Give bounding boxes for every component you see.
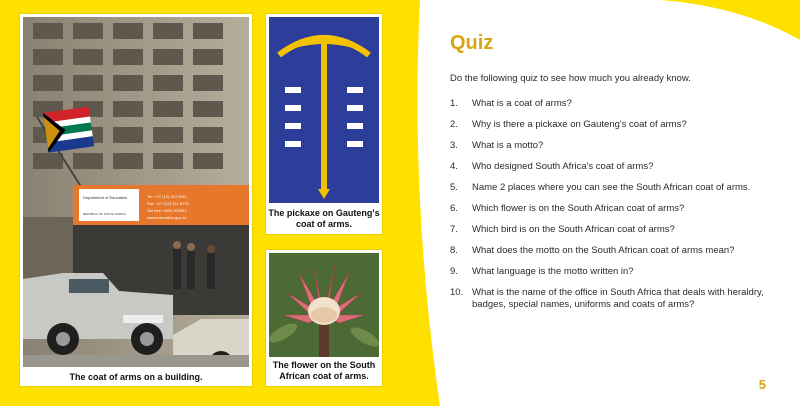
question-text: What language is the motto written in? xyxy=(472,266,634,277)
question-item xyxy=(450,245,800,257)
question-number: 3. xyxy=(450,140,458,151)
question-number: 4. xyxy=(450,161,458,172)
question-number: 7. xyxy=(450,224,458,235)
quiz-intro: Do the following quiz to see how much you already know. xyxy=(450,73,691,84)
question-text: What is a coat of arms? xyxy=(472,98,572,109)
question-number: 9. xyxy=(450,266,458,277)
protea-caption: The flower on the South African coat of arms. xyxy=(272,360,376,381)
sign-web: www.education.gov.za xyxy=(147,215,187,220)
question-text: Which bird is on the South African coat of arms? xyxy=(472,224,675,235)
pickaxe-caption: The pickaxe on Gauteng's coat of arms. xyxy=(268,208,380,229)
building-photo-frame xyxy=(20,14,252,386)
sign-department: Department of Education xyxy=(83,195,128,200)
question-text: Who designed South Africa's coat of arms? xyxy=(472,161,654,172)
question-item xyxy=(450,203,800,215)
question-item xyxy=(450,182,772,194)
sign-tollfree: Toll free: 0800 202933 xyxy=(147,208,187,213)
sign-fax: Fax: +27 (12) 321 6770 xyxy=(147,201,189,206)
question-item xyxy=(450,98,800,110)
quiz-title: Quiz xyxy=(450,32,494,54)
sign-tel: Tel: +27 (12) 312 5911 xyxy=(147,194,187,199)
pickaxe-icon xyxy=(269,17,379,203)
right-page xyxy=(400,0,800,406)
question-number: 10. xyxy=(450,287,464,298)
pickaxe-photo-frame xyxy=(266,14,382,234)
question-item xyxy=(450,119,800,131)
south-african-flag xyxy=(43,107,94,153)
page-number: 5 xyxy=(758,377,766,392)
question-number: 8. xyxy=(450,245,458,256)
question-item xyxy=(450,140,800,152)
question-item xyxy=(450,224,800,236)
question-text: Which flower is on the South African coat of arms? xyxy=(472,203,685,214)
question-number: 6. xyxy=(450,203,458,214)
protea-photo xyxy=(269,253,379,357)
pickaxe-photo xyxy=(269,17,379,203)
building-illustration xyxy=(23,17,249,367)
question-text: Why is there a pickaxe on Gauteng's coat of arms? xyxy=(472,119,687,130)
building-photo xyxy=(23,17,249,367)
question-number: 2. xyxy=(450,119,458,130)
question-text: Name 2 places where you can see the South African coat of arms. xyxy=(472,182,751,193)
question-list xyxy=(450,98,800,320)
question-number: 1. xyxy=(450,98,458,109)
question-item xyxy=(450,161,800,173)
protea-photo-frame xyxy=(266,250,382,386)
building-caption: The coat of arms on a building. xyxy=(69,372,203,382)
question-text: What does the motto on the South African coat of arms mean? xyxy=(472,245,735,256)
protea-flower-icon xyxy=(269,253,379,357)
question-text: What is a motto? xyxy=(472,140,544,151)
question-item xyxy=(450,266,800,278)
question-number: 5. xyxy=(450,182,458,193)
question-item xyxy=(450,287,782,311)
sign-republic: REPUBLIC OF SOUTH AFRICA xyxy=(83,212,127,216)
question-text: What is the name of the office in South Africa that deals with heraldry, badges, special names, uniforms and coats of arms? xyxy=(472,287,764,310)
